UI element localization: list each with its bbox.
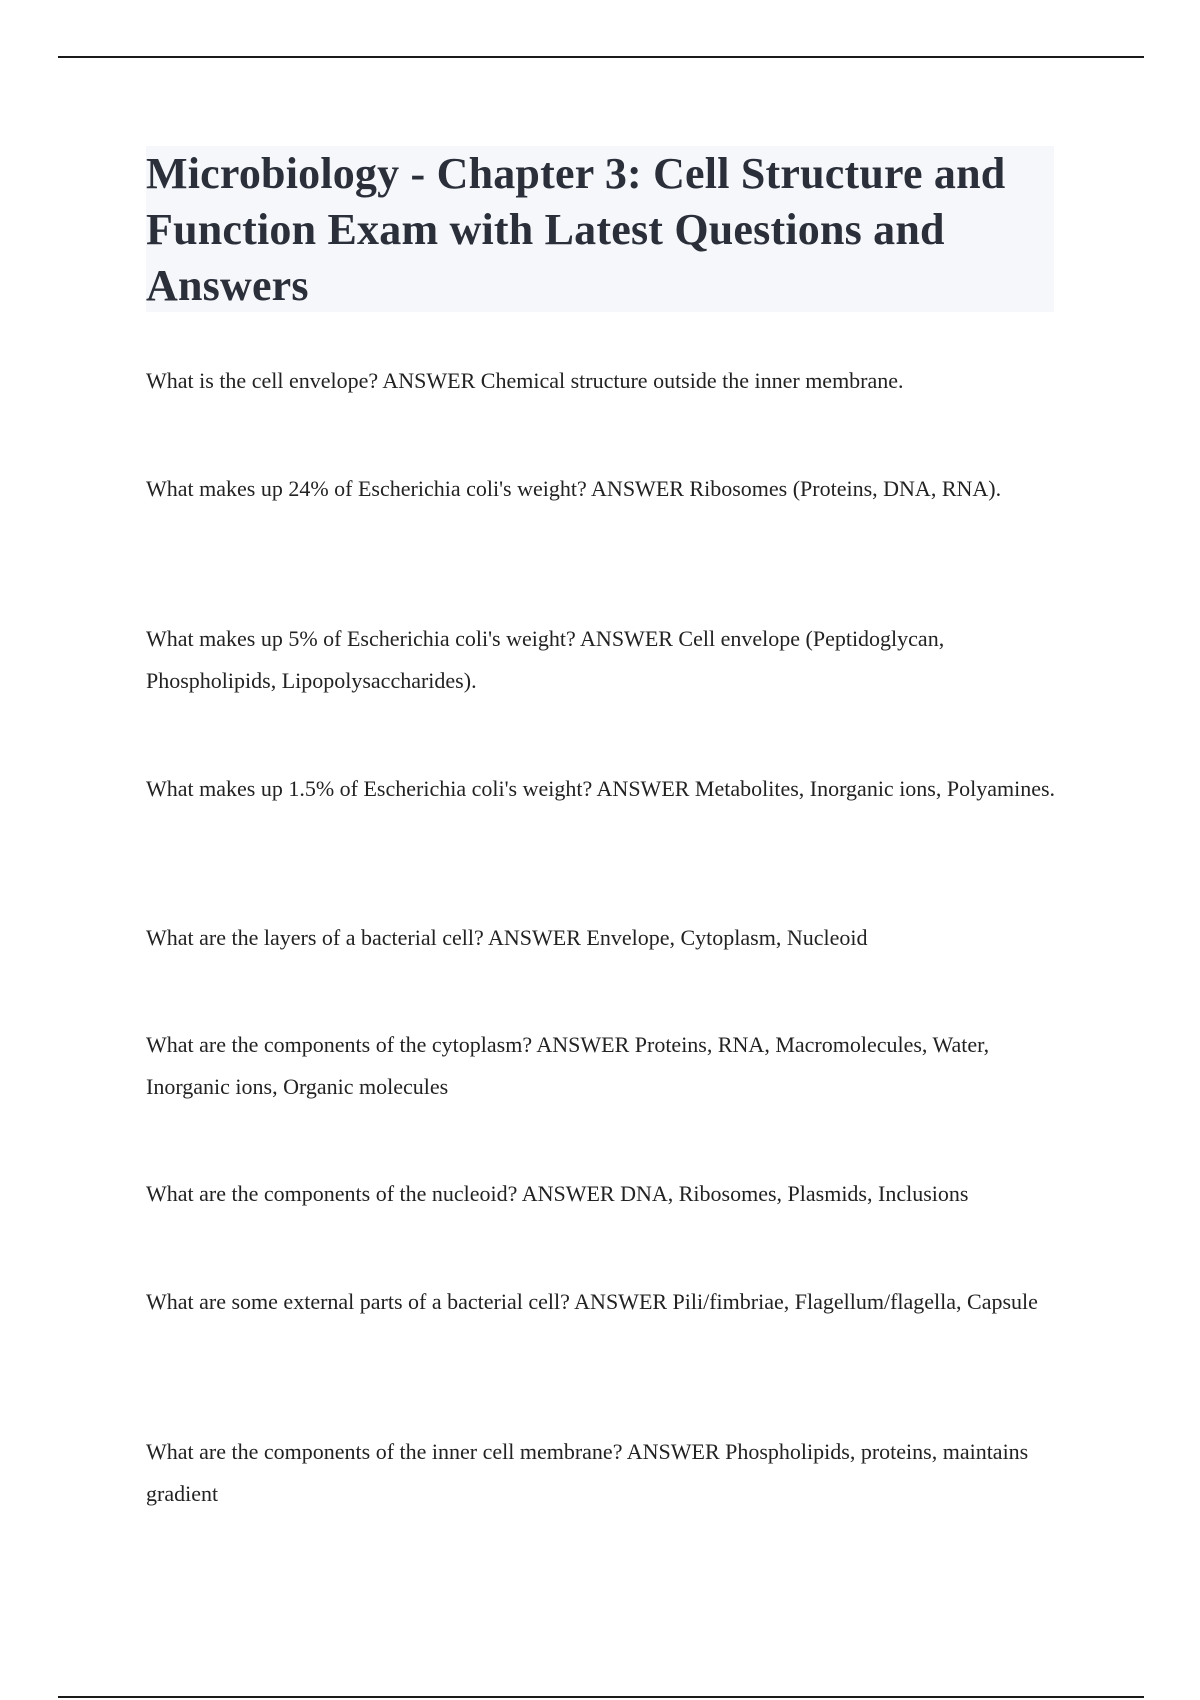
qa-item: What is the cell envelope? ANSWER Chemical structure outside the inner membrane. [146,368,904,393]
qa-item: What makes up 24% of Escherichia coli's weight? ANSWER Ribosomes (Proteins, DNA, RNA). [146,476,1002,501]
qa-item: What makes up 1.5% of Escherichia coli's weight? ANSWER Metabolites, Inorganic ions, Polyamines. [146,776,1056,801]
document-title: Microbiology - Chapter 3: Cell Structure and Function Exam with Latest Questions and Answers [146,149,1006,310]
qa-item: What are some external parts of a bacterial cell? ANSWER Pili/fimbriae, Flagellum/flagella, Capsule [146,1289,1038,1314]
qa-item: What makes up 5% of Escherichia coli's weight? ANSWER Cell envelope (Peptidoglycan, Phospholipids, Lipopolysaccharides). [146,626,945,693]
qa-item: What are the components of the nucleoid? ANSWER DNA, Ribosomes, Plasmids, Inclusions [146,1181,969,1206]
qa-item: What are the components of the inner cell membrane? ANSWER Phospholipids, proteins, maintains gradient [146,1439,1029,1506]
qa-item: What are the layers of a bacterial cell? ANSWER Envelope, Cytoplasm, Nucleoid [146,925,868,950]
title-block [146,146,1054,312]
qa-item: What are the components of the cytoplasm? ANSWER Proteins, RNA, Macromolecules, Water, Inorganic ions, Organic molecules [146,1032,990,1099]
header-rule [58,56,1144,58]
footer-rule [58,1696,1144,1698]
